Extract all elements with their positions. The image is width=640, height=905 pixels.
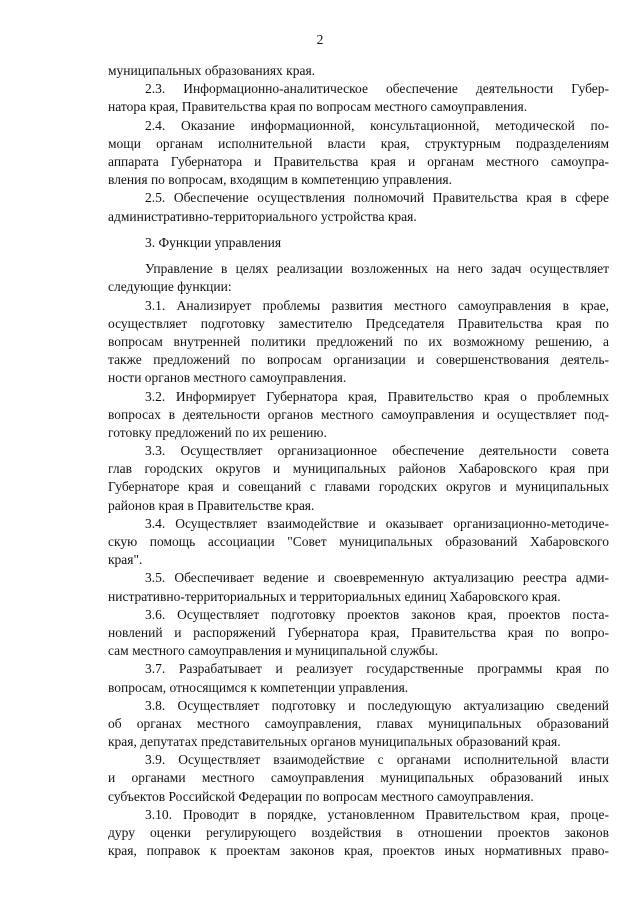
text-line: 2.5. Обеспечение осуществления полномочий Правительства края в сфере: [145, 190, 609, 206]
section-heading: 3. Функции управления: [145, 235, 282, 250]
text-line: ности органов местного самоуправления.: [108, 370, 347, 386]
text-line: сам местного самоуправления и муниципальной службы.: [108, 643, 439, 659]
text-line: вопросах в деятельности органов местного самоуправления и осуществляет под-: [108, 406, 609, 422]
text-line: районов края в Правительстве края.: [108, 497, 315, 513]
text-line: 3.2. Информирует Губернатора края, Правительство края о проблемных: [145, 388, 609, 404]
text-line: 3.10. Проводит в порядке, установленном Правительством края, проце-: [145, 806, 609, 822]
text-line: Губернаторе края и совещаний с главами городских округов и муниципальных: [108, 479, 609, 495]
text-line: скую помощь ассоциации "Совет муниципальных образований Хабаровского: [108, 534, 609, 549]
text-line: вопросам внутренней политики предложений по их возможному решению, а: [108, 333, 609, 349]
text-line: 2.4. Оказание информационной, консультационной, методической по-: [145, 117, 609, 133]
text-line: глав городских округов и муниципальных районов Хабаровского края при: [108, 461, 609, 477]
text-block-functions: [108, 234, 609, 860]
text-line: осуществляет подготовку заместителю Председателя Правительства края по: [108, 315, 609, 331]
text-line: вления по вопросам, входящим в компетенцию управления.: [108, 172, 453, 188]
text-line: Управление в целях реализации возложенных на него задач осуществляет: [145, 261, 609, 277]
text-block-tasks: [108, 62, 609, 226]
text-line: 3.1. Анализирует проблемы развития местного самоуправления в крае,: [145, 297, 609, 313]
text-line: 3.5. Обеспечивает ведение и своевременную актуализацию реестра адми-: [145, 570, 609, 586]
text-line: субъектов Российской Федерации по вопросам местного самоуправления.: [108, 788, 534, 804]
text-line: края".: [108, 552, 143, 568]
text-line: вопросам, относящимся к компетенции управления.: [108, 679, 409, 695]
text-line: административно-территориального устройства края.: [108, 208, 417, 224]
text-line: готовку предложений по их решению.: [108, 424, 327, 440]
text-line: муниципальных образованиях края.: [108, 63, 316, 78]
text-line: 3.4. Осуществляет взаимодействие и оказывает организационно-методиче-: [145, 515, 609, 531]
text-line: края, поправок к проектам законов края, проектов иных нормативных право-: [108, 843, 609, 859]
text-line: края, депутатах представительных органов муниципальных образований края.: [108, 734, 561, 750]
text-line: 3.8. Осуществляет подготовку и последующую актуализацию сведений: [145, 697, 609, 713]
text-line: натора края, Правительства края по вопросам местного самоуправления.: [108, 99, 528, 115]
text-line: мощи органам исполнительной власти края, структурным подразделениям: [108, 135, 609, 151]
page-number: 2: [316, 32, 324, 47]
text-line: дуру оценки регулирующего воздействия в отношении проектов законов: [108, 825, 609, 840]
text-line: следующие функции:: [108, 279, 232, 295]
text-line: аппарата Губернатора и Правительства края и органам местного самоупра-: [108, 153, 609, 169]
text-line: 3.6. Осуществляет подготовку проектов законов края, проектов поста-: [145, 606, 609, 622]
text-line: об органах местного самоуправления, главах муниципальных образований: [108, 715, 609, 731]
text-line: также предложений по вопросам организации и совершенствования деятель-: [108, 352, 609, 368]
text-line: 3.3. Осуществляет организационное обеспечение деятельности совета: [145, 443, 609, 459]
text-line: нистративно-территориальных и территориальных единиц Хабаровского края.: [108, 588, 561, 604]
text-line: 3.7. Разрабатывает и реализует государственные программы края по: [145, 661, 609, 677]
text-line: и органами местного самоуправления муниципальных образований иных: [108, 770, 609, 786]
text-line: новлений и распоряжений Губернатора края, Правительства края по вопро-: [108, 624, 609, 640]
text-line: 2.3. Информационно-аналитическое обеспечение деятельности Губер-: [145, 81, 609, 97]
text-line: 3.9. Осуществляет взаимодействие с органами исполнительной власти: [145, 752, 609, 768]
